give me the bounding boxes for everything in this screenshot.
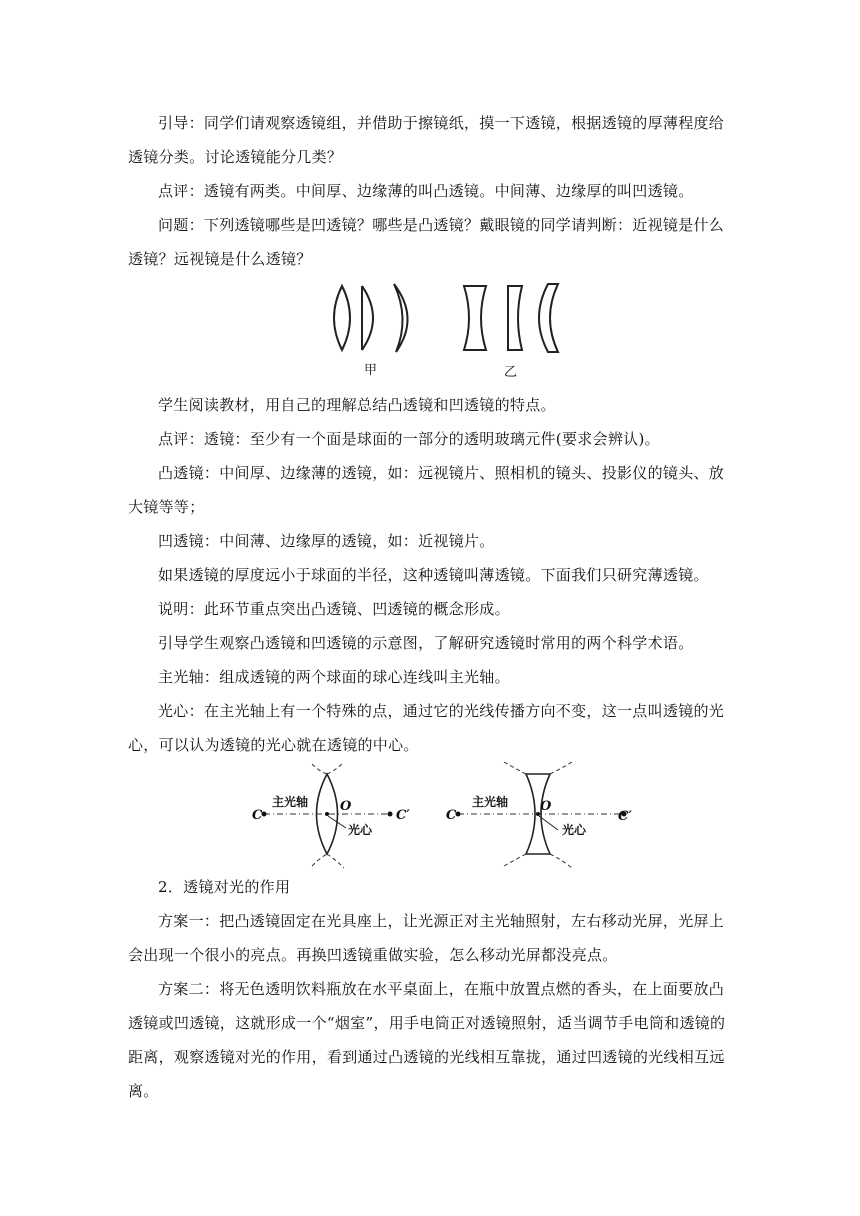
section-heading-light-effect: 2．透镜对光的作用	[158, 878, 291, 896]
right-point-o: O	[540, 799, 552, 814]
label-jia: 甲	[364, 363, 378, 378]
paragraph-guide-intro: 引导：同学们请观察透镜组，并借助于擦镜纸，摸一下透镜，根据透镜的厚薄程度给透镜分类。讨论透镜能分几类？	[128, 114, 725, 166]
paragraph-plan-two: 方案二：将无色透明饮料瓶放在水平桌面上，在瓶中放置点燃的香头，在上面要放凸透镜或凹透镜，这就形成一个“烟室”，用手电筒正对透镜照射，适当调节手电筒和透镜的距离，观察透镜对光的作用，看到通过凸透镜的光线相互靠拢，通过凹透镜的光线相互远离。	[128, 980, 726, 1100]
paragraph-concave-lens: 凹透镜：中间薄、边缘厚的透镜，如：近视镜片。	[158, 532, 495, 550]
paragraph-principal-axis: 主光轴：组成透镜的两个球面的球心连线叫主光轴。	[158, 668, 510, 686]
optical-axis-svg	[250, 760, 650, 870]
optical-axis-figure	[250, 760, 650, 870]
biconcave-lens-icon	[464, 286, 486, 350]
plano-convex-lens-icon	[362, 286, 373, 350]
paragraph-convex-lens: 凸透镜：中间厚、边缘薄的透镜，如：远视镜片、照相机的镜头、投影仪的镜头、放大镜等等；	[128, 464, 725, 516]
lens-types-figure	[320, 278, 580, 382]
paragraph-thin-lens: 如果透镜的厚度远小于球面的半径，这种透镜叫薄透镜。下面我们只研究薄透镜。	[158, 566, 709, 584]
left-point-c: C	[252, 808, 263, 823]
paragraph-guide-diagram: 引导学生观察凸透镜和凹透镜的示意图，了解研究透镜时常用的两个科学术语。	[158, 634, 694, 652]
left-point-o: O	[340, 799, 352, 814]
paragraph-optical-center: 光心：在主光轴上有一个特殊的点，通过它的光线传播方向不变，这一点叫透镜的光心，可以认为透镜的光心就在透镜的中心。	[128, 702, 725, 754]
left-point-c-prime: C′	[396, 808, 410, 823]
left-center-label: 光心	[348, 823, 373, 837]
paragraph-comment-two-types: 点评：透镜有两类。中间厚、边缘薄的叫凸透镜。中间薄、边缘厚的叫凹透镜。	[158, 182, 694, 200]
paragraph-plan-one: 方案一：把凸透镜固定在光具座上，让光源正对主光轴照射，左右移动光屏，光屏上会出现一个很小的亮点。再换凹透镜重做实验，怎么移动光屏都没亮点。	[128, 912, 725, 964]
paragraph-note: 说明：此环节重点突出凸透镜、凹透镜的概念形成。	[158, 600, 510, 618]
paragraph-lens-definition: 点评：透镜：至少有一个面是球面的一部分的透明玻璃元件(要求会辨认)。	[158, 430, 660, 448]
paragraph-question: 问题：下列透镜哪些是凹透镜？哪些是凸透镜？戴眼镜的同学请判断：近视镜是什么透镜？远视镜是什么透镜？	[128, 216, 725, 268]
paragraph-student-reading: 学生阅读教材，用自己的理解总结凸透镜和凹透镜的特点。	[158, 396, 556, 414]
meniscus-concave-lens-icon	[539, 284, 558, 352]
meniscus-convex-lens-icon	[394, 284, 408, 352]
right-center-label: 光心	[562, 823, 587, 837]
right-point-c-prime: C′	[618, 809, 632, 824]
concave-lens-diagram	[446, 762, 632, 868]
lens-types-svg	[320, 278, 580, 382]
biconvex-lens-icon	[334, 286, 350, 350]
convex-lens-diagram	[252, 762, 410, 868]
left-axis-label: 主光轴	[272, 795, 309, 809]
right-point-c: C	[446, 808, 457, 823]
right-axis-label: 主光轴	[472, 795, 509, 809]
plano-concave-lens-icon	[508, 286, 522, 350]
label-yi: 乙	[504, 365, 518, 380]
